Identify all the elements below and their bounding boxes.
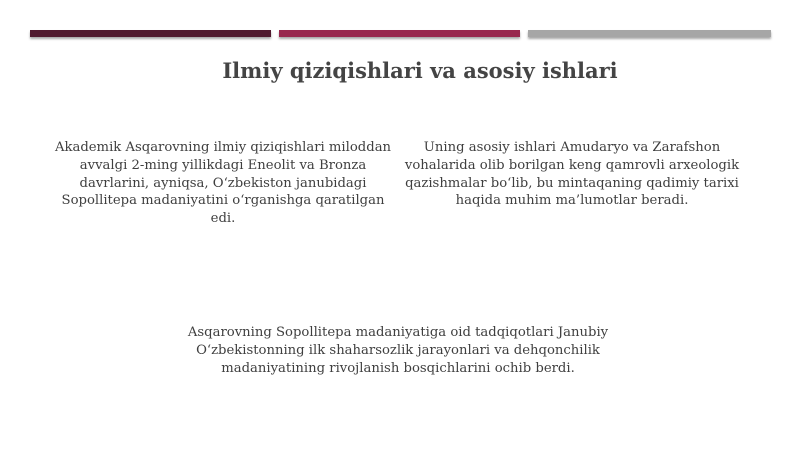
slide-title: Ilmiy qiziqishlari va asosiy ishlari [222, 58, 618, 83]
paragraph-sopollitepa-research: Asqarovning Sopollitepa madaniyatiga oid tadqiqotlari Janubiy O‘zbekistonning ilk shaharsozlik jarayonlari va dehqonchilik madaniyatining rivojlanish bosqichlarini ochib berdi. [187, 325, 609, 376]
decorative-bar-right [528, 30, 771, 37]
decorative-bar-center [279, 30, 520, 37]
decorative-bar-left [30, 30, 271, 37]
paragraph-research-interests: Akademik Asqarovning ilmiy qiziqishlari miloddan avvalgi 2-ming yillikdagi Eneolit va Bronza davrlarini, ayniqsa, O‘zbekiston janubidagi Sopollitepa madaniyatini o‘rganishga qaratilgan edi. [54, 140, 392, 227]
paragraph-main-works: Uning asosiy ishlari Amudaryo va Zarafshon vohalarida olib borilgan keng qamrovli arxeologik qazishmalar bo‘lib, bu mintaqaning qadimiy tarixi haqida muhim ma’lumotlar beradi. [404, 140, 740, 209]
